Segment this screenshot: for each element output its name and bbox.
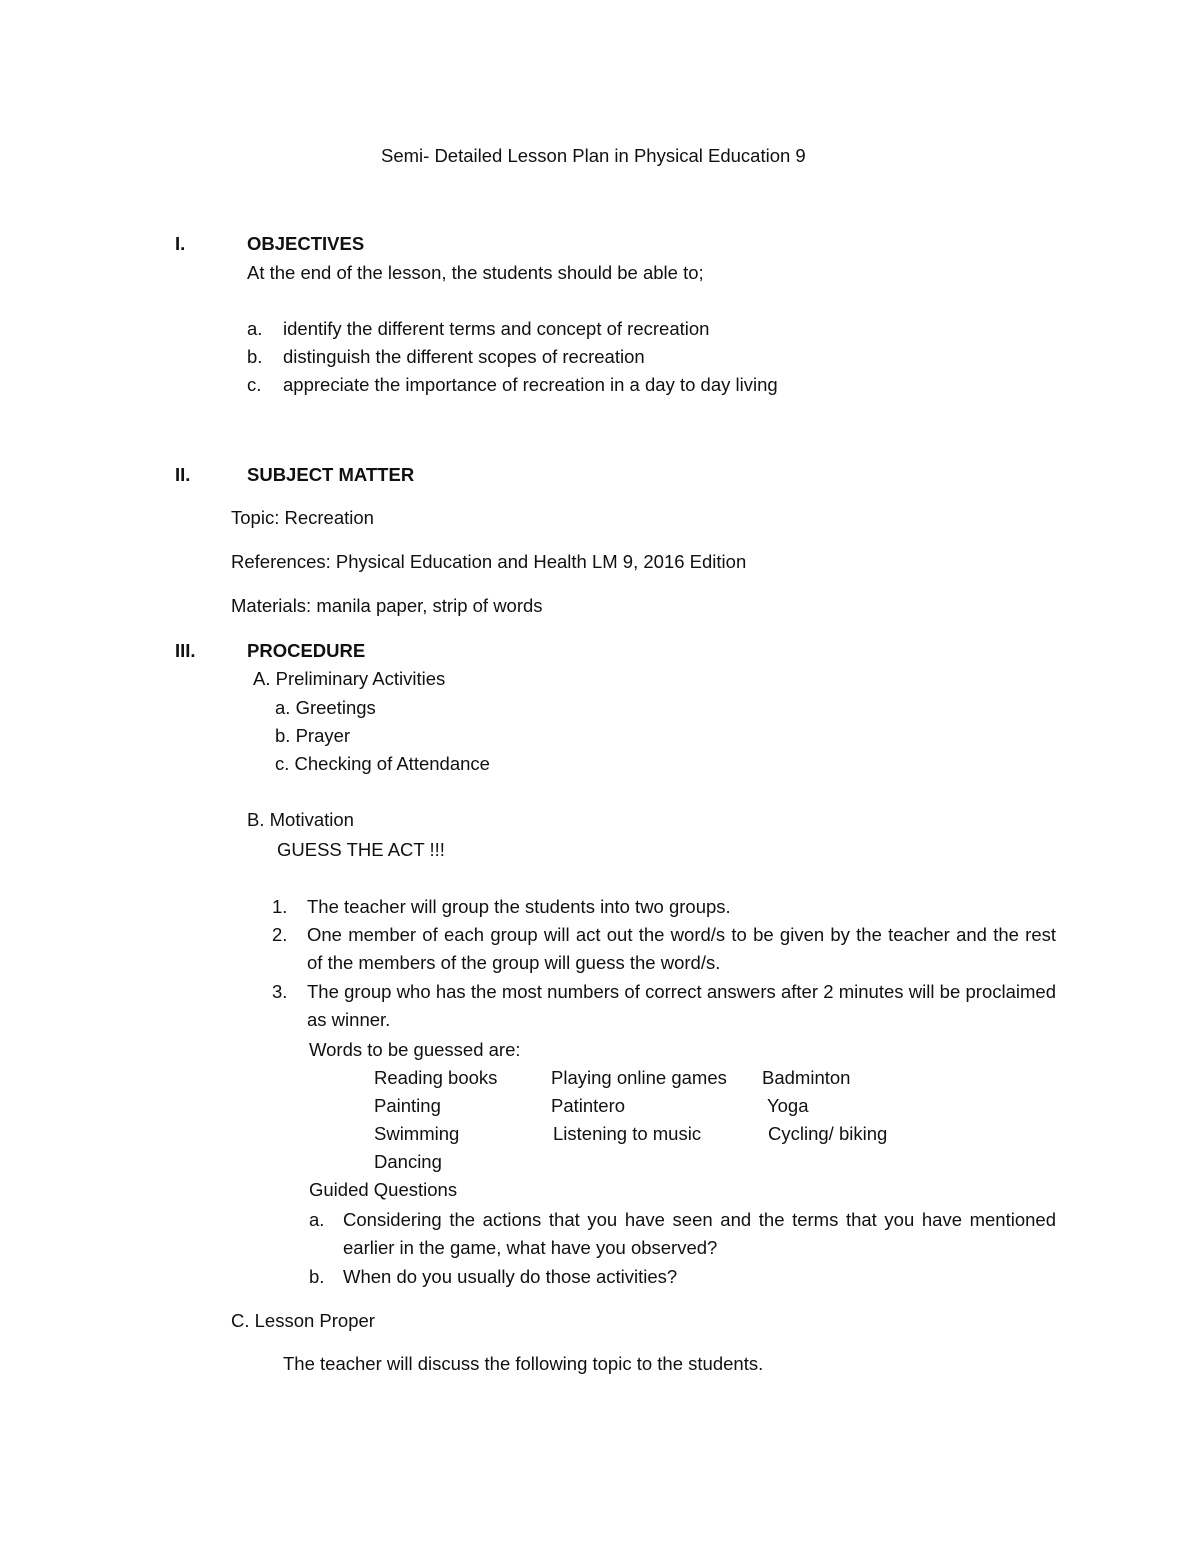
guided-questions-label: Guided Questions [309,1179,458,1200]
motivation-step: The teacher will group the students into two groups. [307,896,731,917]
preliminary-item: b. Prayer [275,725,351,746]
question-marker: a. [309,1209,325,1230]
objective-item: identify the different terms and concept of recreation [283,318,710,339]
game-title: GUESS THE ACT !!! [277,839,445,860]
motivation-step: One member of each group will act out the word/s to be given by the teacher and the rest of the members of the group will guess the word/s. [307,924,1056,973]
word-item: Swimming [374,1123,460,1144]
preliminary-item: c. Checking of Attendance [275,753,490,774]
guided-question: Considering the actions that you have seen and the terms that you have mentioned earlier in the game, what have you observed? [343,1209,1056,1258]
subject-matter-heading: SUBJECT MATTER [247,464,415,485]
procedure-heading: PROCEDURE [247,640,366,661]
word-item: Dancing [374,1151,442,1172]
word-item: Yoga [767,1095,809,1116]
word-item: Badminton [762,1067,851,1088]
motivation-heading: B. Motivation [247,809,354,830]
objective-item: distinguish the different scopes of recreation [283,346,645,367]
subject-materials: Materials: manila paper, strip of words [231,595,543,616]
objectives-intro: At the end of the lesson, the students should be able to; [247,262,704,283]
words-label: Words to be guessed are: [309,1039,521,1060]
objective-item: appreciate the importance of recreation in a day to day living [283,374,778,395]
objectives-heading: OBJECTIVES [247,233,365,254]
word-item: Playing online games [551,1067,727,1088]
word-item: Painting [374,1095,441,1116]
step-marker: 1. [272,896,288,917]
section-numeral-procedure: III. [175,640,196,661]
document-title: Semi- Detailed Lesson Plan in Physical Education 9 [381,145,806,166]
section-numeral-objectives: I. [175,233,186,254]
section-numeral-subject-matter: II. [175,464,191,485]
preliminary-item: a. Greetings [275,697,376,718]
question-marker: b. [309,1266,325,1287]
objective-marker: c. [247,374,262,395]
lesson-proper-text: The teacher will discuss the following topic to the students. [283,1353,764,1374]
objective-marker: b. [247,346,263,367]
word-item: Listening to music [553,1123,702,1144]
step-marker: 3. [272,981,288,1002]
step-marker: 2. [272,924,288,945]
subject-topic: Topic: Recreation [231,507,374,528]
preliminary-heading: A. Preliminary Activities [253,668,446,689]
lesson-proper-heading: C. Lesson Proper [231,1310,375,1331]
objective-marker: a. [247,318,263,339]
guided-question: When do you usually do those activities? [343,1266,678,1287]
subject-references: References: Physical Education and Health LM 9, 2016 Edition [231,551,747,572]
word-item: Reading books [374,1067,498,1088]
motivation-step: The group who has the most numbers of correct answers after 2 minutes will be proclaimed as winner. [307,981,1056,1030]
word-item: Patintero [551,1095,626,1116]
word-item: Cycling/ biking [768,1123,888,1144]
